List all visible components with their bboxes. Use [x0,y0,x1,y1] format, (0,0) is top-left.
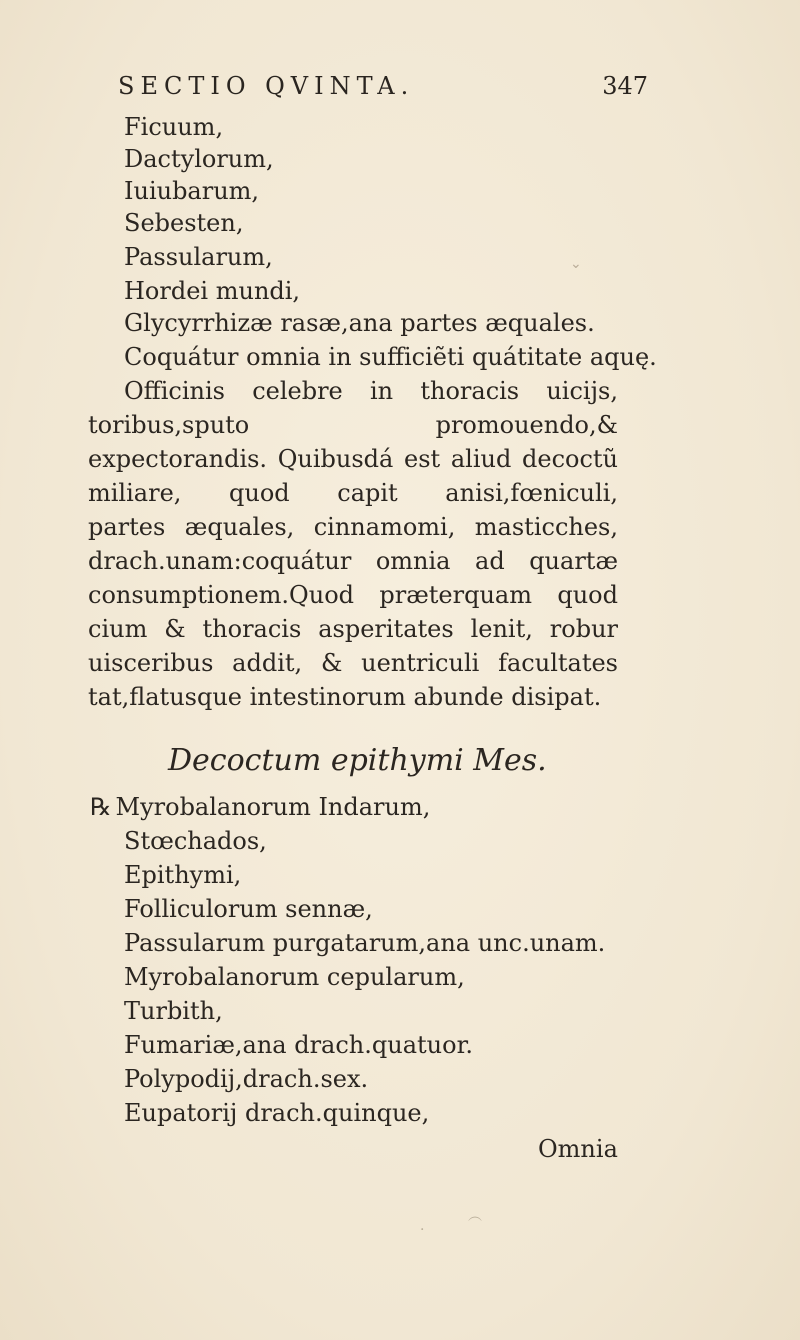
paragraph-line: drach.unam:coquátur omnia ad quartæ [88,547,618,575]
ingredient-line: Passularum purgatarum,ana unc.unam. [124,929,606,957]
ingredient-line: Dactylorum, [124,145,274,173]
ingredient-line: Hordei mundi, [124,277,301,305]
ingredient-line: Turbith, [124,997,223,1025]
paragraph-line: toribus,sputo promouendo,& [88,411,618,439]
ingredient-line: Sebesten, [124,209,244,237]
paragraph-line: expectorandis. Quibusdá est aliud decoctũ [88,445,618,473]
paragraph-line: consumptionem.Quod præterquam quod [88,581,618,609]
ingredient-line [90,792,430,822]
section-title: SECTIO QVINTA. [118,72,415,100]
paragraph-line: tat,flatusque intestinorum abunde disipat. [88,683,602,711]
ingredient-line: Folliculorum sennæ, [124,895,373,923]
paper-mark: ︵ [468,1208,482,1224]
ingredient-line: Passularum, [124,243,273,271]
catchword: Omnia [538,1135,618,1163]
paragraph-line: miliare, quod capit anisi,fœniculi, [88,479,618,507]
ingredient-line: Myrobalanorum cepularum, [124,963,465,991]
paragraph-line: partes æquales, cinnamomi, masticches, [88,513,618,541]
recipe-heading: Decoctum epithymi Mes. [168,743,547,778]
ingredient-line: Epithymi, [124,861,242,889]
ingredient-line: Fumariæ,ana drach.quatuor. [124,1031,474,1059]
ingredient-text: Myrobalanorum Indarum, [115,793,431,821]
running-header [118,72,648,108]
ingredient-line: Polypodij,drach.sex. [124,1065,369,1093]
ingredient-line: Ficuum, [124,113,224,141]
paragraph-line: Coquátur omnia in sufficiẽti quátitate aquę. [124,343,657,371]
ingredient-line: Stœchados, [124,827,267,855]
recipe-symbol: ℞ [90,793,112,821]
paper-mark: ⌄ [570,256,582,272]
paragraph-line: cium & thoracis asperitates lenit, robur [88,615,618,643]
paper-mark: · [420,1222,425,1238]
paragraph-line: Officinis celebre in thoracis uicijs, [124,377,618,405]
paragraph-line: uisceribus addit, & uentriculi facultates [88,649,618,677]
ingredient-line: Iuiubarum, [124,177,260,205]
ingredient-line: Glycyrrhizæ rasæ,ana partes æquales. [124,309,595,337]
ingredient-line: Eupatorij drach.quinque, [124,1099,430,1127]
page-number: 347 [602,72,648,100]
